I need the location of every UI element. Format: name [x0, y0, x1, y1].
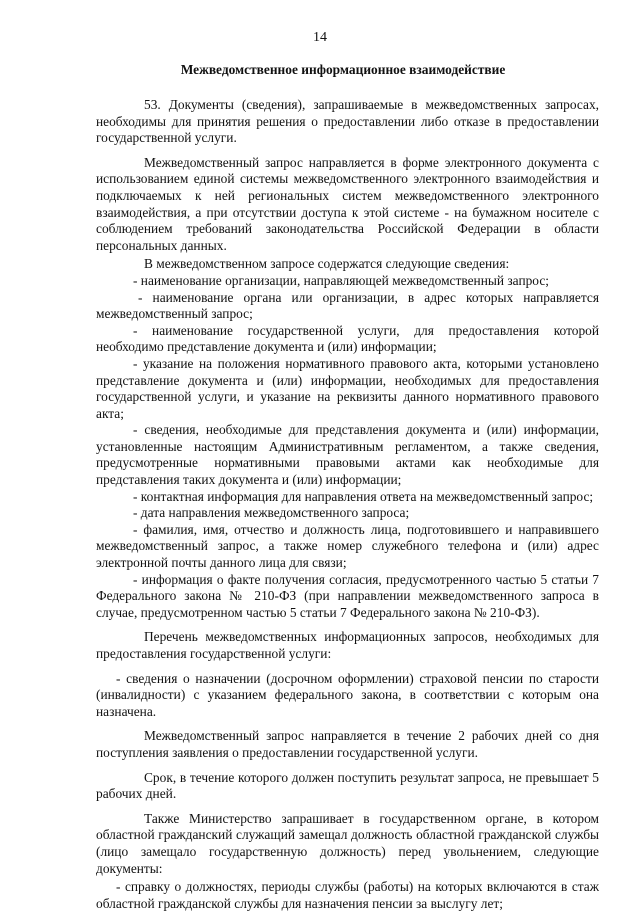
list-item: - наименование государственной услуги, для предоставления которой необходимо представление документа и (или) информации; [96, 322, 599, 355]
paragraph: Межведомственный запрос направляется в форме электронного документа с использованием единой системы межведомственного электронного взаимодействия и подключаемых к ней региональных систем межведомственного электронного взаимодействия, а при отсутствии доступа к этой системе - на бумажном носителе с соблюдением требований законодательства Российской Федерации в области персональных данных. [96, 154, 599, 253]
list-item: - справку о должностях, периоды службы (работы) на которых включаются в стаж областной гражданской службы для назначения пенсии за выслугу лет; [96, 879, 599, 911]
list-item: - сведения о назначении (досрочном оформлении) страховой пенсии по старости (инвалидности) с указанием федерального закона, в соответствии с которым она назначена. [96, 670, 599, 719]
paragraph: 53. Документы (сведения), запрашиваемые в межведомственных запросах, необходимы для принятия решения о предоставлении либо отказе в предоставлении государственной услуги. [96, 97, 599, 146]
paragraph: Срок, в течение которого должен поступить результат запроса, не превышает 5 рабочих дней. [96, 769, 599, 802]
list-item: - наименование органа или организации, в адрес которых направляется межведомственный запрос; [96, 289, 599, 322]
list-item: - фамилия, имя, отчество и должность лица, подготовившего и направившего межведомственный запрос, а также номер служебного телефона и (или) адрес электронной почты данного лица для связи; [96, 521, 599, 571]
list-item: - контактная информация для направления ответа на межведомственный запрос; [133, 488, 594, 504]
paragraph: Перечень межведомственных информационных запросов, необходимых для предоставления государственной услуги: [96, 629, 599, 661]
section-heading: Межведомственное информационное взаимодействие [180, 62, 506, 77]
list-item: - сведения, необходимые для представления документа и (или) информации, установленные настоящим Административным регламентом, а также сведения, предусмотренные нормативными правовыми актами как необходимые для представления таких документа и (или) информации; [96, 422, 599, 488]
list-item: - указание на положения нормативного правового акта, которыми установлено представление документа и (или) информации, необходимых для предоставления государственной услуги, и указание на реквизиты данного нормативного правового акта; [96, 355, 599, 421]
document-body [96, 97, 599, 912]
paragraph: Также Министерство запрашивает в государственном органе, в котором областной гражданский служащий замещал должность областной гражданской службы (лицо замещало государственную должность) перед увольнением, следующие документы: [96, 810, 599, 876]
list-item: - информация о факте получения согласия, предусмотренного частью 5 статьи 7 Федерального закона № 210-ФЗ (при направлении межведомственного запроса в случае, предусмотренном частью 5 статьи 7 Федерального закона № 210-ФЗ). [96, 571, 599, 620]
list-item: - дата направления межведомственного запроса; [133, 505, 410, 521]
list-item: - наименование организации, направляющей межведомственный запрос; [133, 272, 549, 288]
paragraph: В межведомственном запросе содержатся следующие сведения: [144, 256, 510, 272]
paragraph: Межведомственный запрос направляется в течение 2 рабочих дней со дня поступления заявления о предоставлении государственной услуги. [96, 728, 599, 760]
page-number: 14 [313, 30, 327, 45]
